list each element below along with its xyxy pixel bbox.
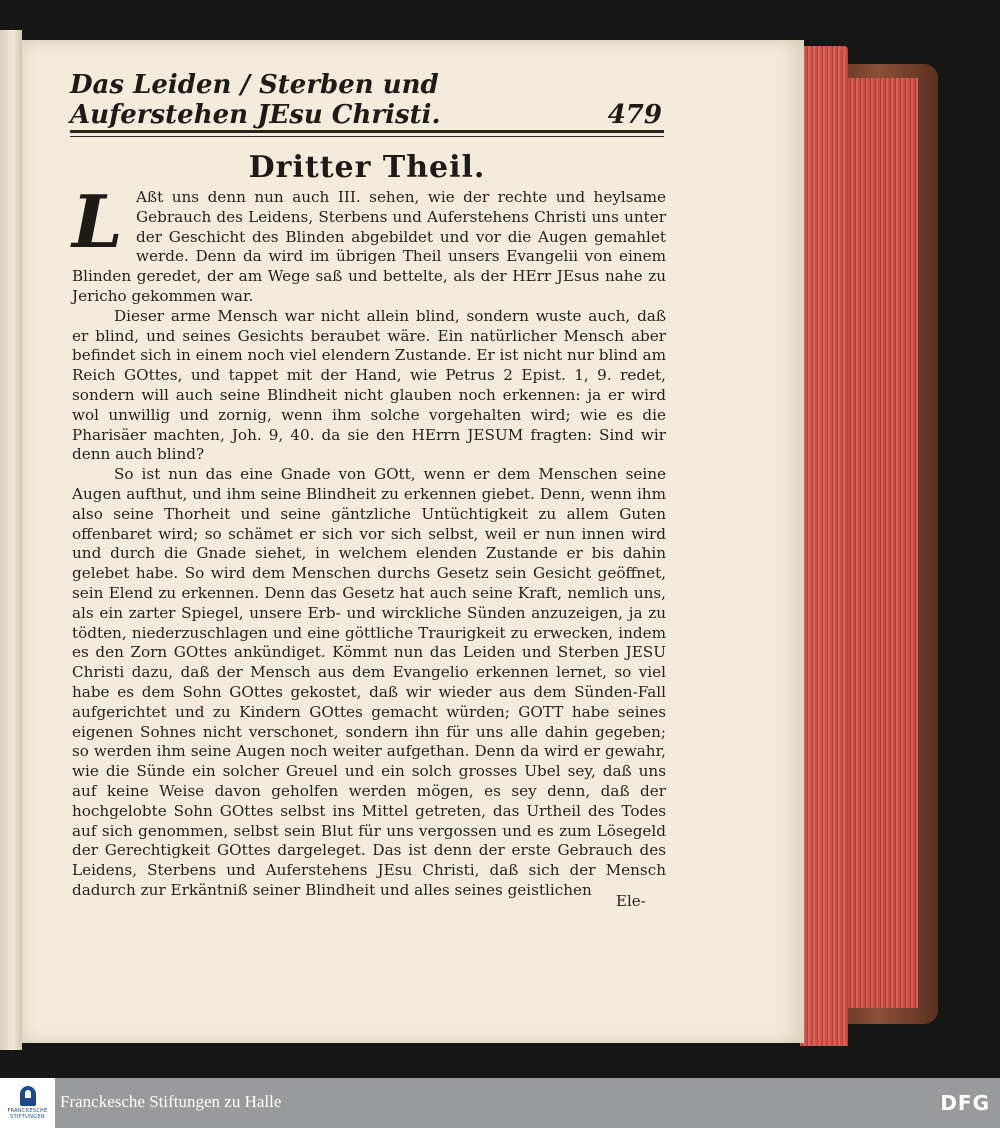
dropcap: L [72, 179, 123, 264]
section-title: Dritter Theil. [248, 150, 486, 185]
header-rule [70, 130, 664, 133]
left-page-edge [0, 30, 22, 1050]
paragraph-2: Dieser arme Mensch war nicht allein blind, sondern wuste auch, daß er blind, und seines Gesichts beraubet wäre. Ein natürlicher Mensch aber befindet sich in einem noch viel elendern Zustande. Er ist nicht nur blind am Reich GOttes, und tappet mit der Hand, wie Petrus 2 Epist. 1, 9. redet, sondern will auch seine Blindheit nicht glauben noch erkennen: ja er wird wol unwillig und zornig, wenn ihm solche vorgehalten wird; wie es die Pharisäer machten, Joh. 9, 40. da sie den HErrn JESUM fragten: Sind wir denn auch blind? [72, 306, 666, 464]
dfg-logo[interactable]: DFG [940, 1091, 990, 1115]
catchword: Ele- [616, 892, 646, 910]
footer-label[interactable]: Franckesche Stiftungen zu Halle [60, 1092, 282, 1111]
header-rule-thin [70, 136, 664, 137]
paragraph-3: So ist nun das eine Gnade von GOtt, wenn er dem Menschen seine Augen aufthut, und ihm seine Blindheit zu erkennen giebet. Denn, wenn ihm also seine Thorheit und seine gäntzliche Untüchtigkeit zu allem Guten offenbaret wird; so schämet er sich vor sich selbst, weil er nun innen wird und durch die Gnade siehet, in welchem elenden Zustande er bis dahin gelebet habe. So wird dem Menschen durchs Gesetz sein Gesicht geöffnet, sein Elend zu erkennen. Denn das Gesetz hat auch seine Kraft, nemlich uns, als ein zarter Spiegel, unsere Erb- und wirckliche Sünden anzuzeigen, ja zu tödten, niederzuschlagen und eine göttliche Traurigkeit zu erwecken, indem es den Zorn GOttes ankündiget. Kömmt nun das Leiden und Sterben JESU Christi dazu, daß der Mensch aus dem Evangelio erkennen lernet, so viel habe es dem Sohn GOttes gekostet, daß wir wieder aus dem Sünden-Fall aufgerichtet und zu Kindern GOttes gemacht würden; GOTT habe seines eigenen Sohnes nicht verschonet, sondern ihn für uns alle dahin gegeben; so werden ihm seine Augen noch weiter aufgethan. Denn da wird er gewahr, wie die Sünde ein solcher Greuel und ein solch grosses Ubel sey, daß uns auf keine Weise davon geholfen werden mögen, es sey denn, daß der hochgelobte Sohn GOttes selbst ins Mittel getreten, das Urtheil des Todes auf sich genommen, selbst sein Blut für uns vergossen und es zum Lösegeld der Gerechtigkeit GOttes dargeleget. Das ist denn der erste Gebrauch des Leidens, Sterbens und Auferstehens JEsu Christi, daß sich der Mensch dadurch zur Erkäntniß seiner Blindheit und alles seines geistlichen [72, 465, 666, 899]
page-body [72, 179, 666, 901]
running-header [70, 70, 662, 130]
logo-text: FRANCKESCHE STIFTUNGEN [7, 1108, 48, 1120]
page-edges [800, 46, 848, 1046]
running-title: Das Leiden / Sterben und Auferstehen JEsu Christi. [70, 70, 441, 130]
page-number: 479 [607, 100, 662, 130]
building-icon [20, 1086, 36, 1106]
footer-bar [0, 1078, 1000, 1128]
institution-logo[interactable] [0, 1078, 55, 1128]
paragraph-1 [72, 179, 666, 307]
page-block-red-edge [848, 78, 918, 1008]
paragraph-1-text: Aßt uns denn nun auch III. sehen, wie der rechte und heylsame Gebrauch des Leidens, Sterbens und Auferstehens Christi uns unter der Geschicht des Blinden abgebildet und vor die Augen gemahlet werde. Denn da wird im übrigen Theil unsers Evangelii von einem Blinden geredet, der am Wege saß und bettelte, als der HErr JEsus nahe zu Jericho gekommen war. [72, 188, 666, 305]
